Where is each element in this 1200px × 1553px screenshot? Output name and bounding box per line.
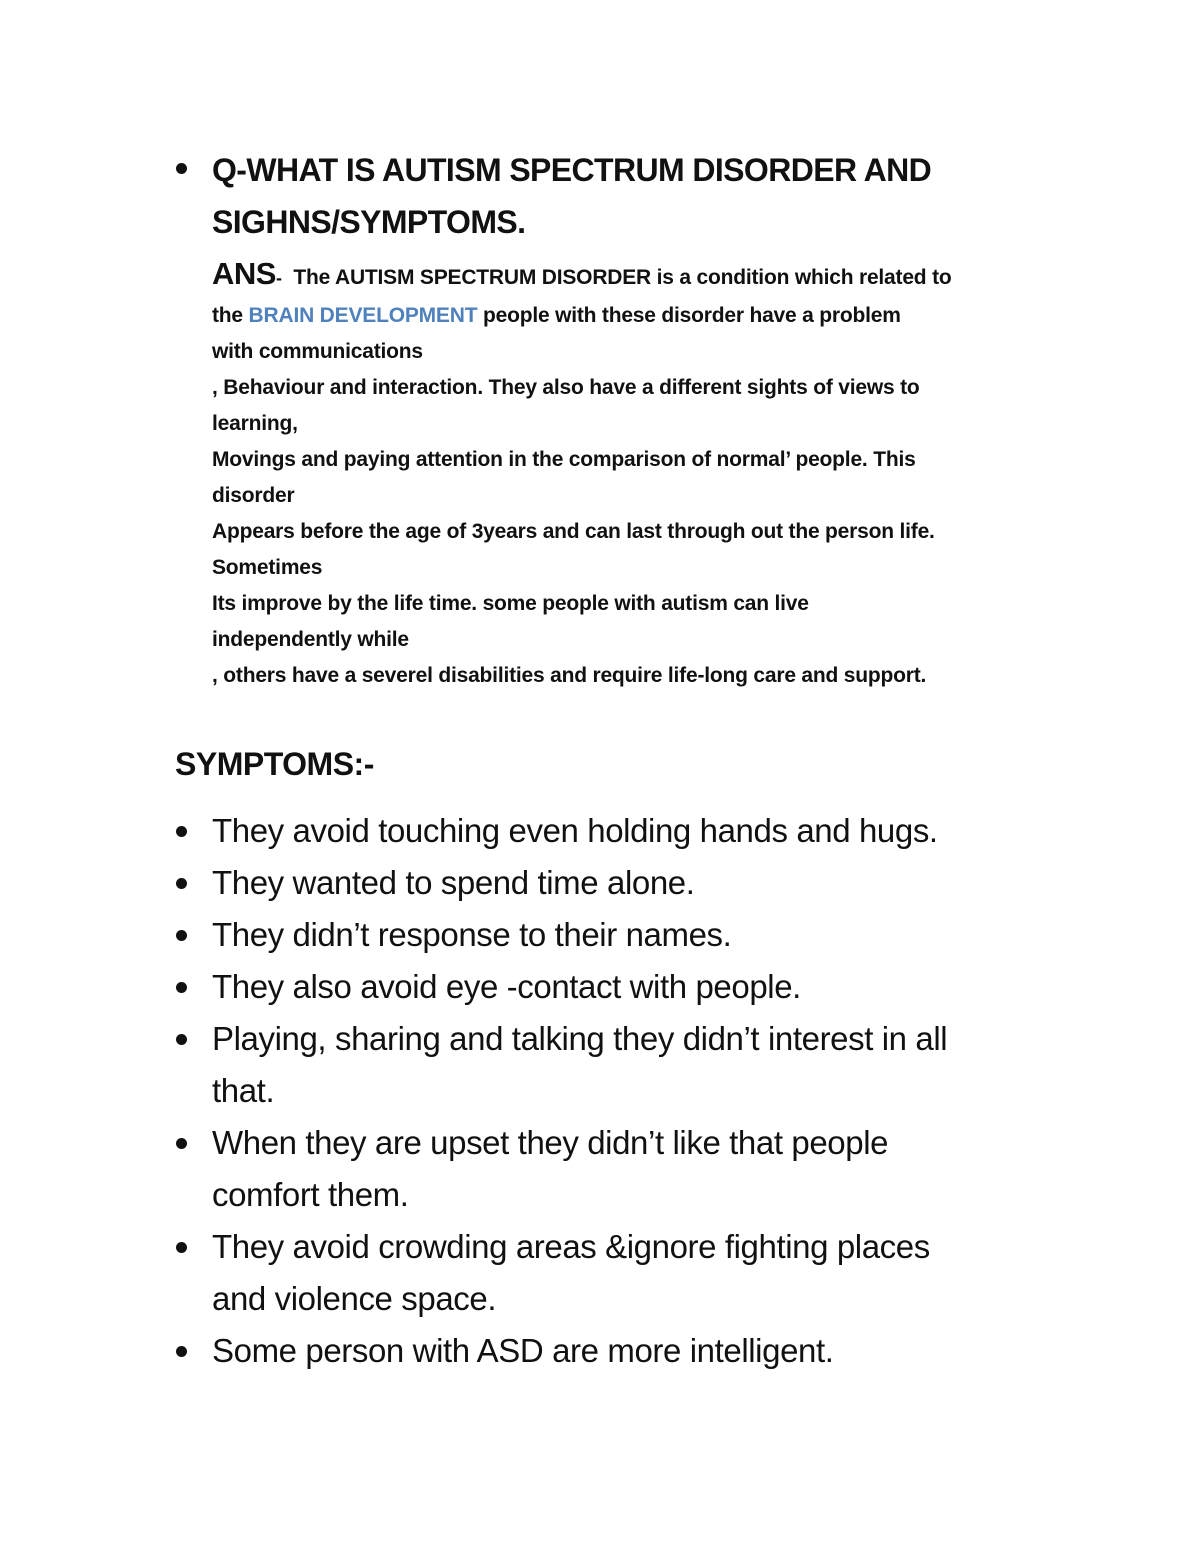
answer-line: Appears before the age of 3years and can last through out the person life.	[212, 520, 935, 543]
bullet-icon	[176, 1242, 187, 1253]
symptoms-list	[170, 805, 1100, 1377]
list-item-text: They also avoid eye -contact with people.	[212, 968, 801, 1005]
answer-line	[212, 254, 1070, 298]
list-item-text: They didn’t response to their names.	[212, 916, 732, 953]
bullet-icon	[176, 163, 187, 174]
list-item-text: They avoid crowding areas &ignore fighting places	[212, 1228, 930, 1265]
question-block	[170, 144, 1070, 694]
bullet-icon	[176, 1034, 187, 1045]
answer-line	[212, 298, 1070, 334]
answer-line: learning,	[212, 412, 298, 435]
symptoms-heading: SYMPTOMS:-	[175, 746, 374, 782]
answer-line: , others have a severel disabilities and require life-long care and support.	[212, 664, 927, 687]
bullet-icon	[176, 826, 187, 837]
answer-line: Sometimes	[212, 556, 323, 579]
question-title	[212, 144, 1070, 248]
answer-line: , Behaviour and interaction. They also have a different sights of views to	[212, 376, 920, 399]
answer-paragraph	[212, 254, 1070, 694]
answer-dash: -	[275, 268, 282, 288]
list-item-text: Playing, sharing and talking they didn’t interest in all	[212, 1020, 948, 1057]
list-item-text: They avoid touching even holding hands and hugs.	[212, 812, 938, 849]
list-item-text: comfort them.	[212, 1176, 409, 1213]
question-title-line: SIGHNS/SYMPTOMS.	[212, 204, 526, 240]
list-item-text: that.	[212, 1072, 275, 1109]
bullet-icon	[176, 982, 187, 993]
list-item	[170, 1117, 1100, 1221]
answer-line: disorder	[212, 484, 295, 507]
question-title-line: Q-WHAT IS AUTISM SPECTRUM DISORDER AND	[212, 152, 932, 188]
list-item	[170, 1325, 1100, 1377]
list-item	[170, 1013, 1100, 1117]
bullet-icon	[176, 878, 187, 889]
answer-text: people with these disorder have a problem	[477, 304, 901, 327]
bullet-icon	[176, 930, 187, 941]
list-item	[170, 857, 1100, 909]
highlighted-term: BRAIN DEVELOPMENT	[248, 304, 478, 327]
answer-line: independently while	[212, 628, 409, 651]
bullet-icon	[176, 1138, 187, 1149]
answer-label: ANS	[212, 256, 276, 291]
list-item	[170, 805, 1100, 857]
list-item-text: Some person with ASD are more intelligent.	[212, 1332, 834, 1369]
answer-line: Its improve by the life time. some people with autism can live	[212, 592, 809, 615]
list-item	[170, 909, 1100, 961]
list-item	[170, 1221, 1100, 1325]
list-item-text: and violence space.	[212, 1280, 497, 1317]
bullet-icon	[176, 1346, 187, 1357]
list-item	[170, 961, 1100, 1013]
answer-text: the	[212, 304, 249, 327]
answer-line: with communications	[212, 340, 423, 363]
list-item-text: When they are upset they didn’t like that people	[212, 1124, 889, 1161]
question-item	[170, 144, 1070, 694]
list-item-text: They wanted to spend time alone.	[212, 864, 695, 901]
answer-text: The AUTISM SPECTRUM DISORDER is a condition which related to	[293, 266, 952, 289]
answer-line: Movings and paying attention in the comparison of normal’ people. This	[212, 448, 916, 471]
